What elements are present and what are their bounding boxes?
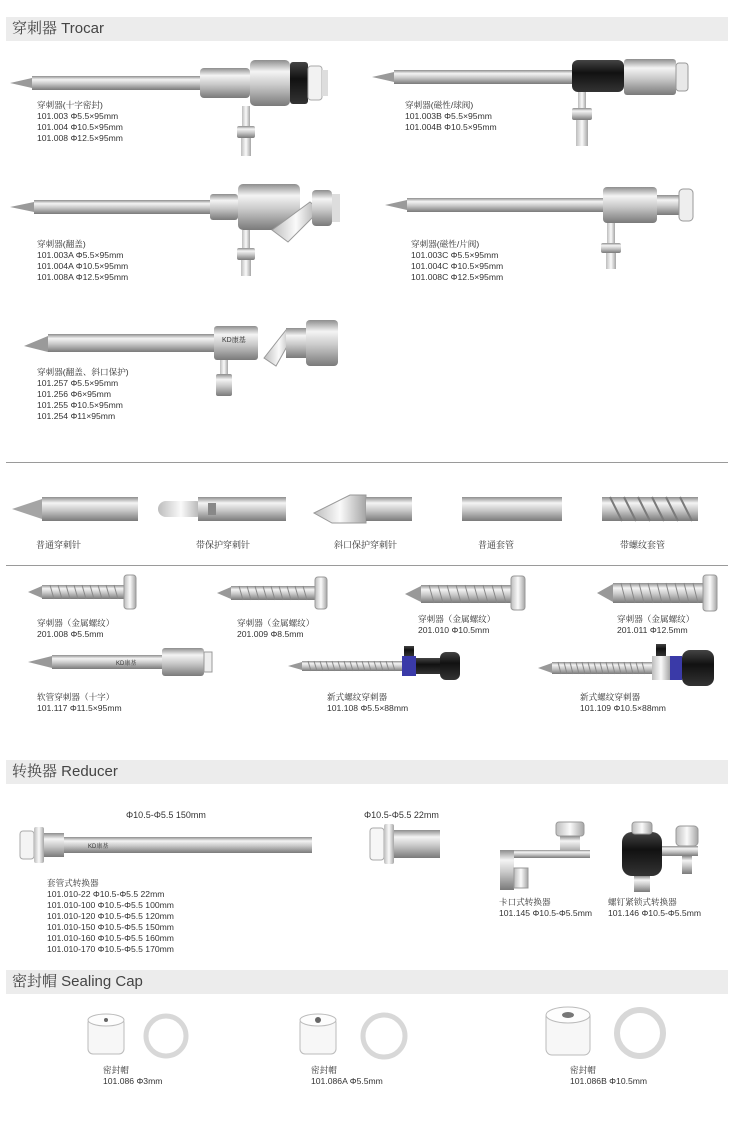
- tip-protected-needle-image: [158, 493, 288, 525]
- metal-1-caption: 穿刺器（金属螺纹） 201.008 Φ5.5mm: [37, 618, 115, 639]
- metal-trocar-3-image: [405, 574, 527, 612]
- reducer-tube-caption: 套管式转换器 101.010-22 Φ10.5-Φ5.5 22mm 101.010-100 Φ10.5-Φ5.5 100mm 101.010-120 Φ10.5-Φ5.5 120mm 101.010-150 Φ10.5-Φ5.5 150mm 101.010-160 Φ10.5-Φ5.5 160mm 101.010-170 Φ10.5-Φ5.5 170mm: [47, 878, 174, 954]
- trocar-2-caption: 穿刺器(磁性/球阀) 101.003B Φ5.5×95mm 101.004B Φ10.5×95mm: [405, 100, 497, 132]
- tip-label-4: 普通套管: [478, 540, 515, 550]
- seal-cap-2-caption: 密封帽 101.086A Φ5.5mm: [311, 1065, 383, 1086]
- svg-text:KD康基: KD康基: [116, 661, 137, 667]
- seal-cap-3-caption: 密封帽 101.086B Φ10.5mm: [570, 1065, 648, 1086]
- section-header-sealing: 密封帽 Sealing Cap: [6, 970, 728, 994]
- tip-label-2: 带保护穿刺针: [196, 540, 251, 550]
- tip-bevel-needle-image: [314, 493, 414, 525]
- metal-trocar-1-image: [28, 573, 140, 611]
- seal-cap-1-image: [86, 1010, 192, 1058]
- reducer-short-dimension: Φ10.5-Φ5.5 22mm: [364, 810, 439, 820]
- metal-3-caption: 穿刺器（金属螺纹） 201.010 Φ10.5mm: [418, 614, 496, 635]
- new-thread-2-caption: 新式螺纹穿刺器 101.109 Φ10.5×88mm: [580, 692, 666, 713]
- reducer-tube-image: [20, 823, 316, 867]
- metal-trocar-2-image: [217, 575, 329, 611]
- seal-cap-3-image: [544, 1003, 668, 1059]
- reducer-clip-image: [496, 820, 596, 892]
- tip-plain-cannula-image: [462, 493, 564, 525]
- reducer-screw-caption: 螺钉紧锁式转换器 101.146 Φ10.5-Φ5.5mm: [608, 897, 702, 918]
- tip-plain-needle-image: [12, 493, 140, 525]
- tip-label-5: 带螺纹套管: [620, 540, 666, 550]
- tip-label-3: 斜口保护穿刺针: [334, 540, 398, 550]
- reducer-long-dimension: Φ10.5-Φ5.5 150mm: [126, 810, 206, 820]
- soft-trocar-image: [28, 644, 214, 680]
- trocar-4-caption: 穿刺器(磁性/片阀) 101.003C Φ5.5×95mm 101.004C Φ10.5×95mm 101.008C Φ12.5×95mm: [411, 239, 504, 282]
- seal-cap-1-caption: 密封帽 101.086 Φ3mm: [103, 1065, 163, 1086]
- new-thread-trocar-2-image: [538, 644, 718, 688]
- trocar-1-caption: 穿刺器(十字密封) 101.003 Φ5.5×95mm 101.004 Φ10.5×95mm 101.008 Φ12.5×95mm: [37, 100, 123, 143]
- divider: [6, 462, 728, 463]
- metal-2-caption: 穿刺器（金属螺纹） 201.009 Φ8.5mm: [237, 618, 315, 639]
- reducer-screw-image: [620, 818, 712, 894]
- divider: [6, 565, 728, 566]
- reducer-short-image: [370, 822, 442, 866]
- brand-mark: KD康基: [222, 337, 246, 344]
- section-header-reducer: 转换器 Reducer: [6, 760, 728, 784]
- metal-4-caption: 穿刺器（金属螺纹） 201.011 Φ12.5mm: [617, 614, 695, 635]
- tip-threaded-cannula-image: [602, 493, 700, 525]
- soft-caption: 软管穿刺器（十字） 101.117 Φ11.5×95mm: [37, 692, 122, 713]
- reducer-clip-caption: 卡口式转换器 101.145 Φ10.5-Φ5.5mm: [499, 897, 593, 918]
- new-thread-1-caption: 新式螺纹穿刺器 101.108 Φ5.5×88mm: [327, 692, 409, 713]
- svg-text:KD康基: KD康基: [88, 844, 109, 850]
- new-thread-trocar-1-image: [288, 644, 464, 684]
- metal-trocar-4-image: [597, 573, 719, 613]
- trocar-5-caption: 穿刺器(翻盖、斜口保护) 101.257 Φ5.5×95mm 101.256 Φ6×95mm 101.255 Φ10.5×95mm 101.254 Φ11×95mm: [37, 367, 129, 421]
- trocar-3-caption: 穿刺器(翻盖) 101.003A Φ5.5×95mm 101.004A Φ10.5×95mm 101.008A Φ12.5×95mm: [37, 239, 129, 282]
- section-header-trocar: 穿刺器 Trocar: [6, 17, 728, 41]
- seal-cap-2-image: [298, 1010, 412, 1058]
- tip-label-1: 普通穿刺针: [36, 540, 82, 550]
